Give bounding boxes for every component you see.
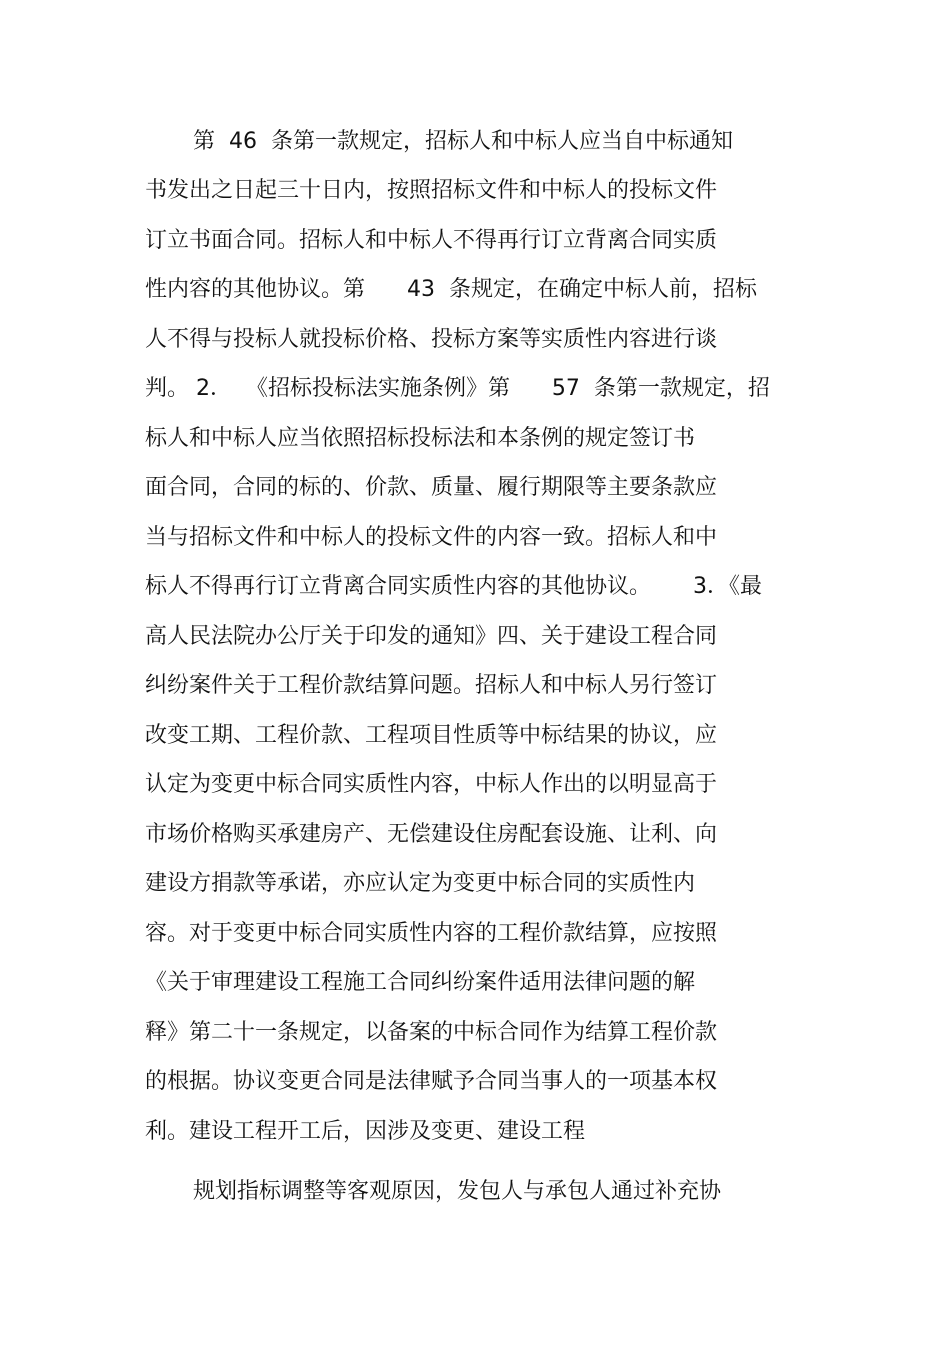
text-line-22: 规划指标调整等客观原因，发包人与承包人通过补充协 xyxy=(193,1179,722,1204)
text-line-16: 建设方捐款等承诺，亦应认定为变更中标合同的实质性内 xyxy=(145,871,696,896)
text-line-10: 标人不得再行订立背离合同实质性内容的其他协议。 3．《最 xyxy=(145,574,762,599)
text-line-5: 人不得与投标人就投标价格、投标方案等实质性内容进行谈 xyxy=(145,327,718,352)
text-line-11: 高人民法院办公厅关于印发的通知》四、关于建设工程合同 xyxy=(145,624,718,649)
text-line-2: 书发出之日起三十日内，按照招标文件和中标人的投标文件 xyxy=(145,178,718,203)
text-line-15: 市场价格购买承建房产、无偿建设住房配套设施、让利、向 xyxy=(145,822,718,847)
text-line-20: 的根据。协议变更合同是法律赋予合同当事人的一项基本权 xyxy=(145,1069,718,1094)
text-line-4: 性内容的其他协议。第 43 条规定，在确定中标人前，招标 xyxy=(145,277,757,302)
text-line-1: 第 46 条第一款规定，招标人和中标人应当自中标通知 xyxy=(193,129,733,154)
text-line-6: 判。 2． 《招标投标法实施条例》第 57 条第一款规定，招 xyxy=(145,376,770,401)
text-line-19: 释》第二十一条规定，以备案的中标合同作为结算工程价款 xyxy=(145,1020,718,1045)
text-line-18: 《关于审理建设工程施工合同纠纷案件适用法律问题的解 xyxy=(145,970,696,995)
text-line-21: 利。建设工程开工后，因涉及变更、建设工程 xyxy=(145,1119,586,1144)
text-line-7: 标人和中标人应当依照招标投标法和本条例的规定签订书 xyxy=(145,426,696,451)
text-line-14: 认定为变更中标合同实质性内容，中标人作出的以明显高于 xyxy=(145,772,718,797)
text-line-3: 订立书面合同。招标人和中标人不得再行订立背离合同实质 xyxy=(145,228,718,253)
text-line-8: 面合同，合同的标的、价款、质量、履行期限等主要条款应 xyxy=(145,475,718,500)
text-line-17: 容。对于变更中标合同实质性内容的工程价款结算，应按照 xyxy=(145,921,718,946)
text-line-12: 纠纷案件关于工程价款结算问题。招标人和中标人另行签订 xyxy=(145,673,718,698)
text-line-9: 当与招标文件和中标人的投标文件的内容一致。招标人和中 xyxy=(145,525,718,550)
text-line-13: 改变工期、工程价款、工程项目性质等中标结果的协议，应 xyxy=(145,723,718,748)
